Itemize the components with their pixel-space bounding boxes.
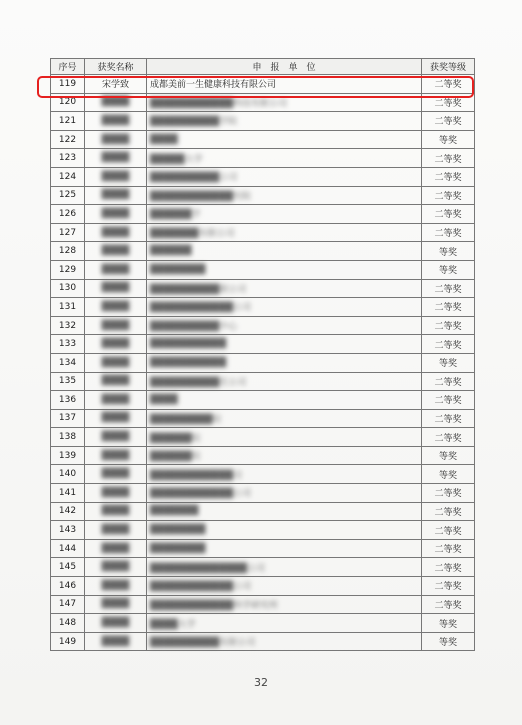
grade-cell: 二等奖	[422, 558, 475, 577]
name-cell: ████	[85, 502, 147, 521]
serial-cell: 127	[51, 223, 85, 242]
unit-cell: ██████学	[147, 205, 422, 224]
grade-cell: 等奖	[422, 130, 475, 149]
serial-cell: 130	[51, 279, 85, 298]
unit-cell: 成都美前一生健康科技有限公司	[147, 75, 422, 94]
unit-cell: ████████	[147, 521, 422, 540]
grade-cell: 二等奖	[422, 93, 475, 112]
name-cell: ████	[85, 632, 147, 651]
grade-cell: 二等奖	[422, 112, 475, 131]
table-row	[51, 223, 475, 242]
unit-cell: ███████████	[147, 353, 422, 372]
unit-cell: ████████████司	[147, 465, 422, 484]
grade-cell: 二等奖	[422, 409, 475, 428]
table-row	[51, 595, 475, 614]
serial-cell: 141	[51, 484, 85, 503]
grade-cell: 二等奖	[422, 335, 475, 354]
serial-cell: 132	[51, 316, 85, 335]
table-row	[51, 391, 475, 410]
name-cell: ████	[85, 223, 147, 242]
grade-cell: 二等奖	[422, 502, 475, 521]
unit-cell: ██████████任公司	[147, 372, 422, 391]
table-header-row	[51, 59, 475, 75]
table-row	[51, 298, 475, 317]
serial-cell: 135	[51, 372, 85, 391]
name-cell: ████	[85, 446, 147, 465]
table-row	[51, 316, 475, 335]
serial-cell: 122	[51, 130, 85, 149]
unit-cell: ███████	[147, 502, 422, 521]
unit-cell: ████	[147, 130, 422, 149]
serial-cell: 131	[51, 298, 85, 317]
name-cell: ████	[85, 595, 147, 614]
table-row	[51, 372, 475, 391]
grade-cell: 二等奖	[422, 205, 475, 224]
serial-cell: 140	[51, 465, 85, 484]
table-row	[51, 409, 475, 428]
unit-cell: ██████院	[147, 428, 422, 447]
unit-cell: ████████████公司	[147, 577, 422, 596]
table-row	[51, 558, 475, 577]
unit-cell: ██████████公司	[147, 167, 422, 186]
grade-cell: 等奖	[422, 260, 475, 279]
unit-cell: ████████	[147, 260, 422, 279]
grade-cell: 二等奖	[422, 149, 475, 168]
grade-cell: 二等奖	[422, 223, 475, 242]
unit-cell: ████████████科技有限公司	[147, 93, 422, 112]
name-cell: ████	[85, 558, 147, 577]
name-cell: ████	[85, 186, 147, 205]
table-row	[51, 539, 475, 558]
serial-cell: 119	[51, 75, 85, 94]
unit-cell: ████████	[147, 539, 422, 558]
grade-cell: 二等奖	[422, 484, 475, 503]
serial-cell: 129	[51, 260, 85, 279]
grade-cell: 二等奖	[422, 167, 475, 186]
page-number: 32	[254, 676, 268, 689]
award-table	[50, 58, 475, 651]
serial-cell: 133	[51, 335, 85, 354]
serial-cell: 123	[51, 149, 85, 168]
serial-cell: 145	[51, 558, 85, 577]
name-cell: ████	[85, 242, 147, 261]
table-row	[51, 186, 475, 205]
unit-cell: ███████有限公司	[147, 223, 422, 242]
grade-cell: 二等奖	[422, 391, 475, 410]
header-award-name: 获奖名称	[85, 59, 147, 75]
serial-cell: 128	[51, 242, 85, 261]
serial-cell: 148	[51, 614, 85, 633]
unit-cell: ██████████有限公司	[147, 632, 422, 651]
unit-cell: ████████████公司	[147, 484, 422, 503]
serial-cell: 134	[51, 353, 85, 372]
table-row	[51, 167, 475, 186]
serial-cell: 149	[51, 632, 85, 651]
serial-cell: 121	[51, 112, 85, 131]
table-row	[51, 130, 475, 149]
table-row	[51, 465, 475, 484]
name-cell: ████	[85, 112, 147, 131]
grade-cell: 二等奖	[422, 539, 475, 558]
grade-cell: 二等奖	[422, 521, 475, 540]
unit-cell: ████████████公司	[147, 298, 422, 317]
grade-cell: 二等奖	[422, 186, 475, 205]
grade-cell: 等奖	[422, 465, 475, 484]
grade-cell: 二等奖	[422, 75, 475, 94]
unit-cell: ██████院	[147, 446, 422, 465]
grade-cell: 等奖	[422, 632, 475, 651]
name-cell: ████	[85, 428, 147, 447]
serial-cell: 144	[51, 539, 85, 558]
table-row	[51, 205, 475, 224]
grade-cell: 二等奖	[422, 577, 475, 596]
table-row	[51, 75, 475, 94]
serial-cell: 124	[51, 167, 85, 186]
grade-cell: 二等奖	[422, 316, 475, 335]
serial-cell: 142	[51, 502, 85, 521]
serial-cell: 146	[51, 577, 85, 596]
grade-cell: 二等奖	[422, 279, 475, 298]
unit-cell: ██████████限公司	[147, 279, 422, 298]
unit-cell: ████████████科学研究所	[147, 595, 422, 614]
name-cell: ████	[85, 353, 147, 372]
unit-cell: ████	[147, 391, 422, 410]
table-row	[51, 484, 475, 503]
table-row	[51, 279, 475, 298]
table-row	[51, 502, 475, 521]
name-cell: ████	[85, 484, 147, 503]
name-cell: ████	[85, 614, 147, 633]
grade-cell: 等奖	[422, 353, 475, 372]
table-row	[51, 93, 475, 112]
unit-cell: ██████████████公司	[147, 558, 422, 577]
unit-cell: ████大学	[147, 614, 422, 633]
serial-cell: 138	[51, 428, 85, 447]
header-unit: 申 报 单 位	[147, 59, 422, 75]
name-cell: ████	[85, 539, 147, 558]
table-row	[51, 353, 475, 372]
name-cell: ████	[85, 130, 147, 149]
name-cell: ████	[85, 409, 147, 428]
name-cell: ████	[85, 167, 147, 186]
table-row	[51, 614, 475, 633]
name-cell: ████	[85, 577, 147, 596]
unit-cell: ██████████学院	[147, 112, 422, 131]
table-row	[51, 335, 475, 354]
table-row	[51, 260, 475, 279]
table-row	[51, 577, 475, 596]
name-cell: ████	[85, 372, 147, 391]
serial-cell: 125	[51, 186, 85, 205]
table-row	[51, 632, 475, 651]
serial-cell: 139	[51, 446, 85, 465]
serial-cell: 137	[51, 409, 85, 428]
unit-cell: █████大学	[147, 149, 422, 168]
name-cell: ████	[85, 260, 147, 279]
serial-cell: 147	[51, 595, 85, 614]
grade-cell: 等奖	[422, 242, 475, 261]
header-serial: 序号	[51, 59, 85, 75]
unit-cell: ████████████究院	[147, 186, 422, 205]
unit-cell: ██████	[147, 242, 422, 261]
table-row	[51, 446, 475, 465]
name-cell: ████	[85, 205, 147, 224]
serial-cell: 126	[51, 205, 85, 224]
grade-cell: 等奖	[422, 446, 475, 465]
name-cell: ████	[85, 391, 147, 410]
table-row	[51, 149, 475, 168]
grade-cell: 二等奖	[422, 298, 475, 317]
name-cell: ████	[85, 316, 147, 335]
grade-cell: 二等奖	[422, 595, 475, 614]
name-cell: ████	[85, 298, 147, 317]
name-cell: ████	[85, 521, 147, 540]
serial-cell: 136	[51, 391, 85, 410]
table-row	[51, 428, 475, 447]
grade-cell: 二等奖	[422, 428, 475, 447]
table-row	[51, 112, 475, 131]
table-row	[51, 521, 475, 540]
name-cell: ████	[85, 465, 147, 484]
unit-cell: ██████████中心	[147, 316, 422, 335]
grade-cell: 二等奖	[422, 372, 475, 391]
name-cell: ████	[85, 149, 147, 168]
serial-cell: 120	[51, 93, 85, 112]
header-award-grade: 获奖等级	[422, 59, 475, 75]
table-row	[51, 242, 475, 261]
name-cell: ████	[85, 93, 147, 112]
name-cell: ████	[85, 335, 147, 354]
name-cell: ████	[85, 279, 147, 298]
serial-cell: 143	[51, 521, 85, 540]
name-cell: 宋学致	[85, 75, 147, 94]
unit-cell: ███████████	[147, 335, 422, 354]
grade-cell: 等奖	[422, 614, 475, 633]
unit-cell: █████████院	[147, 409, 422, 428]
